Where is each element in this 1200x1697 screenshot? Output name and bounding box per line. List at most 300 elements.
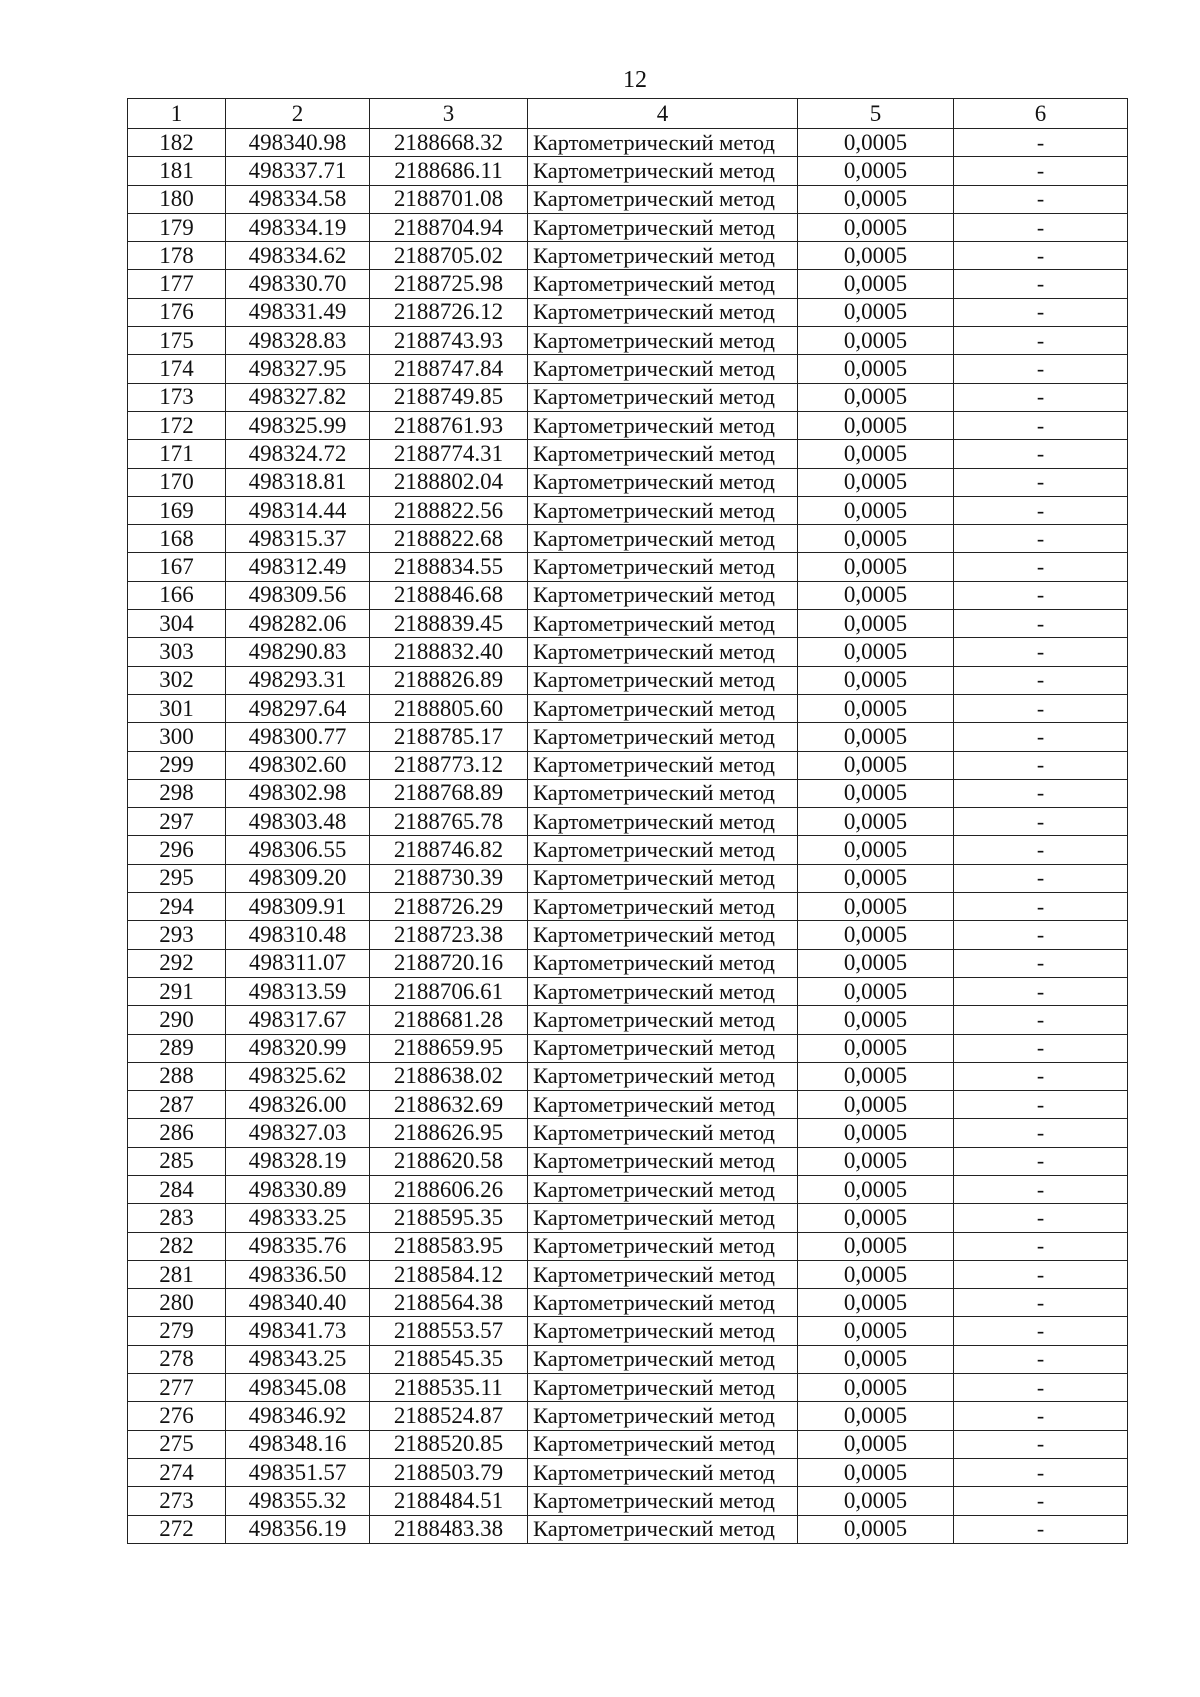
method-cell: Картометрический метод bbox=[528, 1345, 798, 1373]
table-row bbox=[128, 496, 1128, 524]
note-cell: - bbox=[954, 1232, 1128, 1260]
table-row bbox=[128, 355, 1128, 383]
x-coordinate-cell: 498327.82 bbox=[226, 383, 370, 411]
method-cell: Картометрический метод bbox=[528, 553, 798, 581]
table-row bbox=[128, 1147, 1128, 1175]
note-cell: - bbox=[954, 411, 1128, 439]
method-cell: Картометрический метод bbox=[528, 808, 798, 836]
method-cell: Картометрический метод bbox=[528, 1204, 798, 1232]
x-coordinate-cell: 498297.64 bbox=[226, 694, 370, 722]
precision-cell: 0,0005 bbox=[798, 610, 954, 638]
precision-cell: 0,0005 bbox=[798, 411, 954, 439]
note-cell: - bbox=[954, 298, 1128, 326]
table-row bbox=[128, 411, 1128, 439]
y-coordinate-cell: 2188632.69 bbox=[370, 1091, 528, 1119]
note-cell: - bbox=[954, 893, 1128, 921]
point-number-cell: 291 bbox=[128, 977, 226, 1005]
point-number-cell: 169 bbox=[128, 496, 226, 524]
table-row bbox=[128, 129, 1128, 157]
table-row bbox=[128, 610, 1128, 638]
method-cell: Картометрический метод bbox=[528, 1487, 798, 1515]
precision-cell: 0,0005 bbox=[798, 1006, 954, 1034]
table-row bbox=[128, 1317, 1128, 1345]
y-coordinate-cell: 2188846.68 bbox=[370, 581, 528, 609]
y-coordinate-cell: 2188773.12 bbox=[370, 751, 528, 779]
precision-cell: 0,0005 bbox=[798, 779, 954, 807]
note-cell: - bbox=[954, 723, 1128, 751]
point-number-cell: 172 bbox=[128, 411, 226, 439]
method-cell: Картометрический метод bbox=[528, 327, 798, 355]
note-cell: - bbox=[954, 1147, 1128, 1175]
x-coordinate-cell: 498315.37 bbox=[226, 525, 370, 553]
method-cell: Картометрический метод bbox=[528, 921, 798, 949]
table-row bbox=[128, 581, 1128, 609]
table-row bbox=[128, 1458, 1128, 1486]
point-number-cell: 170 bbox=[128, 468, 226, 496]
note-cell: - bbox=[954, 525, 1128, 553]
note-cell: - bbox=[954, 383, 1128, 411]
method-cell: Картометрический метод bbox=[528, 1119, 798, 1147]
y-coordinate-cell: 2188774.31 bbox=[370, 440, 528, 468]
method-cell: Картометрический метод bbox=[528, 411, 798, 439]
method-cell: Картометрический метод bbox=[528, 1289, 798, 1317]
note-cell: - bbox=[954, 1317, 1128, 1345]
method-cell: Картометрический метод bbox=[528, 525, 798, 553]
point-number-cell: 279 bbox=[128, 1317, 226, 1345]
y-coordinate-cell: 2188503.79 bbox=[370, 1458, 528, 1486]
y-coordinate-cell: 2188620.58 bbox=[370, 1147, 528, 1175]
table-row bbox=[128, 921, 1128, 949]
x-coordinate-cell: 498331.49 bbox=[226, 298, 370, 326]
point-number-cell: 166 bbox=[128, 581, 226, 609]
x-coordinate-cell: 498325.99 bbox=[226, 411, 370, 439]
point-number-cell: 301 bbox=[128, 694, 226, 722]
y-coordinate-cell: 2188726.12 bbox=[370, 298, 528, 326]
x-coordinate-cell: 498302.60 bbox=[226, 751, 370, 779]
note-cell: - bbox=[954, 581, 1128, 609]
method-cell: Картометрический метод bbox=[528, 157, 798, 185]
method-cell: Картометрический метод bbox=[528, 1430, 798, 1458]
method-cell: Картометрический метод bbox=[528, 1317, 798, 1345]
precision-cell: 0,0005 bbox=[798, 1175, 954, 1203]
y-coordinate-cell: 2188681.28 bbox=[370, 1006, 528, 1034]
note-cell: - bbox=[954, 921, 1128, 949]
x-coordinate-cell: 498340.98 bbox=[226, 129, 370, 157]
x-coordinate-cell: 498330.70 bbox=[226, 270, 370, 298]
x-coordinate-cell: 498340.40 bbox=[226, 1289, 370, 1317]
point-number-cell: 181 bbox=[128, 157, 226, 185]
table-row bbox=[128, 1062, 1128, 1090]
method-cell: Картометрический метод bbox=[528, 779, 798, 807]
x-coordinate-cell: 498335.76 bbox=[226, 1232, 370, 1260]
precision-cell: 0,0005 bbox=[798, 185, 954, 213]
method-cell: Картометрический метод bbox=[528, 1515, 798, 1543]
y-coordinate-cell: 2188768.89 bbox=[370, 779, 528, 807]
method-cell: Картометрический метод bbox=[528, 610, 798, 638]
point-number-cell: 173 bbox=[128, 383, 226, 411]
table-row bbox=[128, 553, 1128, 581]
method-cell: Картометрический метод bbox=[528, 893, 798, 921]
y-coordinate-cell: 2188749.85 bbox=[370, 383, 528, 411]
table-row bbox=[128, 440, 1128, 468]
note-cell: - bbox=[954, 355, 1128, 383]
precision-cell: 0,0005 bbox=[798, 1458, 954, 1486]
note-cell: - bbox=[954, 327, 1128, 355]
precision-cell: 0,0005 bbox=[798, 298, 954, 326]
point-number-cell: 277 bbox=[128, 1374, 226, 1402]
method-cell: Картометрический метод bbox=[528, 355, 798, 383]
point-number-cell: 177 bbox=[128, 270, 226, 298]
point-number-cell: 167 bbox=[128, 553, 226, 581]
note-cell: - bbox=[954, 185, 1128, 213]
y-coordinate-cell: 2188802.04 bbox=[370, 468, 528, 496]
y-coordinate-cell: 2188725.98 bbox=[370, 270, 528, 298]
x-coordinate-cell: 498334.62 bbox=[226, 242, 370, 270]
precision-cell: 0,0005 bbox=[798, 383, 954, 411]
point-number-cell: 298 bbox=[128, 779, 226, 807]
x-coordinate-cell: 498310.48 bbox=[226, 921, 370, 949]
note-cell: - bbox=[954, 1515, 1128, 1543]
precision-cell: 0,0005 bbox=[798, 1374, 954, 1402]
x-coordinate-cell: 498327.95 bbox=[226, 355, 370, 383]
precision-cell: 0,0005 bbox=[798, 270, 954, 298]
x-coordinate-cell: 498309.20 bbox=[226, 864, 370, 892]
precision-cell: 0,0005 bbox=[798, 1515, 954, 1543]
table-row bbox=[128, 949, 1128, 977]
y-coordinate-cell: 2188704.94 bbox=[370, 213, 528, 241]
table-row bbox=[128, 185, 1128, 213]
table-row bbox=[128, 808, 1128, 836]
method-cell: Картометрический метод bbox=[528, 383, 798, 411]
x-coordinate-cell: 498318.81 bbox=[226, 468, 370, 496]
method-cell: Картометрический метод bbox=[528, 977, 798, 1005]
note-cell: - bbox=[954, 1006, 1128, 1034]
precision-cell: 0,0005 bbox=[798, 355, 954, 383]
table-row bbox=[128, 1175, 1128, 1203]
method-cell: Картометрический метод bbox=[528, 440, 798, 468]
method-cell: Картометрический метод bbox=[528, 1175, 798, 1203]
precision-cell: 0,0005 bbox=[798, 440, 954, 468]
method-cell: Картометрический метод bbox=[528, 1091, 798, 1119]
precision-cell: 0,0005 bbox=[798, 525, 954, 553]
column-header-1: 1 bbox=[128, 99, 226, 129]
point-number-cell: 276 bbox=[128, 1402, 226, 1430]
point-number-cell: 285 bbox=[128, 1147, 226, 1175]
x-coordinate-cell: 498327.03 bbox=[226, 1119, 370, 1147]
table-row bbox=[128, 1006, 1128, 1034]
x-coordinate-cell: 498309.91 bbox=[226, 893, 370, 921]
y-coordinate-cell: 2188483.38 bbox=[370, 1515, 528, 1543]
note-cell: - bbox=[954, 496, 1128, 524]
table-row bbox=[128, 836, 1128, 864]
method-cell: Картометрический метод bbox=[528, 1260, 798, 1288]
precision-cell: 0,0005 bbox=[798, 666, 954, 694]
y-coordinate-cell: 2188545.35 bbox=[370, 1345, 528, 1373]
method-cell: Картометрический метод bbox=[528, 270, 798, 298]
note-cell: - bbox=[954, 157, 1128, 185]
header-row bbox=[128, 99, 1128, 129]
y-coordinate-cell: 2188524.87 bbox=[370, 1402, 528, 1430]
precision-cell: 0,0005 bbox=[798, 1402, 954, 1430]
table-row bbox=[128, 468, 1128, 496]
method-cell: Картометрический метод bbox=[528, 666, 798, 694]
table-row bbox=[128, 298, 1128, 326]
precision-cell: 0,0005 bbox=[798, 327, 954, 355]
method-cell: Картометрический метод bbox=[528, 638, 798, 666]
point-number-cell: 288 bbox=[128, 1062, 226, 1090]
y-coordinate-cell: 2188723.38 bbox=[370, 921, 528, 949]
note-cell: - bbox=[954, 694, 1128, 722]
method-cell: Картометрический метод bbox=[528, 185, 798, 213]
page-number: 12 bbox=[623, 67, 647, 93]
x-coordinate-cell: 498345.08 bbox=[226, 1374, 370, 1402]
precision-cell: 0,0005 bbox=[798, 1147, 954, 1175]
table-row bbox=[128, 1345, 1128, 1373]
table-row bbox=[128, 242, 1128, 270]
coordinates-table bbox=[127, 98, 1128, 1544]
precision-cell: 0,0005 bbox=[798, 1204, 954, 1232]
method-cell: Картометрический метод bbox=[528, 949, 798, 977]
y-coordinate-cell: 2188726.29 bbox=[370, 893, 528, 921]
note-cell: - bbox=[954, 129, 1128, 157]
method-cell: Картометрический метод bbox=[528, 694, 798, 722]
precision-cell: 0,0005 bbox=[798, 694, 954, 722]
y-coordinate-cell: 2188730.39 bbox=[370, 864, 528, 892]
y-coordinate-cell: 2188705.02 bbox=[370, 242, 528, 270]
point-number-cell: 303 bbox=[128, 638, 226, 666]
precision-cell: 0,0005 bbox=[798, 553, 954, 581]
precision-cell: 0,0005 bbox=[798, 1430, 954, 1458]
y-coordinate-cell: 2188765.78 bbox=[370, 808, 528, 836]
table-row bbox=[128, 666, 1128, 694]
point-number-cell: 273 bbox=[128, 1487, 226, 1515]
table-body bbox=[128, 129, 1128, 1544]
note-cell: - bbox=[954, 977, 1128, 1005]
y-coordinate-cell: 2188720.16 bbox=[370, 949, 528, 977]
x-coordinate-cell: 498325.62 bbox=[226, 1062, 370, 1090]
precision-cell: 0,0005 bbox=[798, 1091, 954, 1119]
table-row bbox=[128, 1119, 1128, 1147]
x-coordinate-cell: 498290.83 bbox=[226, 638, 370, 666]
table-row bbox=[128, 779, 1128, 807]
x-coordinate-cell: 498326.00 bbox=[226, 1091, 370, 1119]
point-number-cell: 176 bbox=[128, 298, 226, 326]
y-coordinate-cell: 2188785.17 bbox=[370, 723, 528, 751]
table-row bbox=[128, 638, 1128, 666]
precision-cell: 0,0005 bbox=[798, 864, 954, 892]
table-row bbox=[128, 1034, 1128, 1062]
y-coordinate-cell: 2188822.68 bbox=[370, 525, 528, 553]
x-coordinate-cell: 498355.32 bbox=[226, 1487, 370, 1515]
method-cell: Картометрический метод bbox=[528, 581, 798, 609]
precision-cell: 0,0005 bbox=[798, 921, 954, 949]
precision-cell: 0,0005 bbox=[798, 836, 954, 864]
y-coordinate-cell: 2188668.32 bbox=[370, 129, 528, 157]
method-cell: Картометрический метод bbox=[528, 1062, 798, 1090]
y-coordinate-cell: 2188746.82 bbox=[370, 836, 528, 864]
method-cell: Картометрический метод bbox=[528, 496, 798, 524]
y-coordinate-cell: 2188832.40 bbox=[370, 638, 528, 666]
point-number-cell: 283 bbox=[128, 1204, 226, 1232]
precision-cell: 0,0005 bbox=[798, 1345, 954, 1373]
x-coordinate-cell: 498337.71 bbox=[226, 157, 370, 185]
table-row bbox=[128, 694, 1128, 722]
x-coordinate-cell: 498330.89 bbox=[226, 1175, 370, 1203]
precision-cell: 0,0005 bbox=[798, 213, 954, 241]
point-number-cell: 286 bbox=[128, 1119, 226, 1147]
note-cell: - bbox=[954, 1374, 1128, 1402]
note-cell: - bbox=[954, 638, 1128, 666]
precision-cell: 0,0005 bbox=[798, 1260, 954, 1288]
precision-cell: 0,0005 bbox=[798, 496, 954, 524]
note-cell: - bbox=[954, 553, 1128, 581]
x-coordinate-cell: 498314.44 bbox=[226, 496, 370, 524]
x-coordinate-cell: 498341.73 bbox=[226, 1317, 370, 1345]
note-cell: - bbox=[954, 779, 1128, 807]
point-number-cell: 275 bbox=[128, 1430, 226, 1458]
point-number-cell: 299 bbox=[128, 751, 226, 779]
note-cell: - bbox=[954, 610, 1128, 638]
x-coordinate-cell: 498311.07 bbox=[226, 949, 370, 977]
y-coordinate-cell: 2188606.26 bbox=[370, 1175, 528, 1203]
table-row bbox=[128, 1289, 1128, 1317]
precision-cell: 0,0005 bbox=[798, 1062, 954, 1090]
method-cell: Картометрический метод bbox=[528, 298, 798, 326]
note-cell: - bbox=[954, 751, 1128, 779]
precision-cell: 0,0005 bbox=[798, 1034, 954, 1062]
point-number-cell: 304 bbox=[128, 610, 226, 638]
precision-cell: 0,0005 bbox=[798, 242, 954, 270]
point-number-cell: 284 bbox=[128, 1175, 226, 1203]
y-coordinate-cell: 2188484.51 bbox=[370, 1487, 528, 1515]
point-number-cell: 179 bbox=[128, 213, 226, 241]
x-coordinate-cell: 498282.06 bbox=[226, 610, 370, 638]
note-cell: - bbox=[954, 242, 1128, 270]
precision-cell: 0,0005 bbox=[798, 1119, 954, 1147]
point-number-cell: 171 bbox=[128, 440, 226, 468]
table-row bbox=[128, 1402, 1128, 1430]
note-cell: - bbox=[954, 1430, 1128, 1458]
point-number-cell: 178 bbox=[128, 242, 226, 270]
table-header bbox=[128, 99, 1128, 129]
method-cell: Картометрический метод bbox=[528, 468, 798, 496]
x-coordinate-cell: 498317.67 bbox=[226, 1006, 370, 1034]
x-coordinate-cell: 498334.19 bbox=[226, 213, 370, 241]
precision-cell: 0,0005 bbox=[798, 129, 954, 157]
precision-cell: 0,0005 bbox=[798, 581, 954, 609]
table-row bbox=[128, 1204, 1128, 1232]
point-number-cell: 294 bbox=[128, 893, 226, 921]
x-coordinate-cell: 498356.19 bbox=[226, 1515, 370, 1543]
y-coordinate-cell: 2188743.93 bbox=[370, 327, 528, 355]
point-number-cell: 281 bbox=[128, 1260, 226, 1288]
y-coordinate-cell: 2188826.89 bbox=[370, 666, 528, 694]
precision-cell: 0,0005 bbox=[798, 638, 954, 666]
precision-cell: 0,0005 bbox=[798, 157, 954, 185]
note-cell: - bbox=[954, 949, 1128, 977]
table-row bbox=[128, 383, 1128, 411]
precision-cell: 0,0005 bbox=[798, 808, 954, 836]
x-coordinate-cell: 498333.25 bbox=[226, 1204, 370, 1232]
table-row bbox=[128, 1091, 1128, 1119]
method-cell: Картометрический метод bbox=[528, 751, 798, 779]
precision-cell: 0,0005 bbox=[798, 893, 954, 921]
table-row bbox=[128, 270, 1128, 298]
point-number-cell: 274 bbox=[128, 1458, 226, 1486]
point-number-cell: 282 bbox=[128, 1232, 226, 1260]
method-cell: Картометрический метод bbox=[528, 1458, 798, 1486]
y-coordinate-cell: 2188834.55 bbox=[370, 553, 528, 581]
y-coordinate-cell: 2188822.56 bbox=[370, 496, 528, 524]
point-number-cell: 292 bbox=[128, 949, 226, 977]
note-cell: - bbox=[954, 1402, 1128, 1430]
note-cell: - bbox=[954, 213, 1128, 241]
column-header-5: 5 bbox=[798, 99, 954, 129]
column-header-4: 4 bbox=[528, 99, 798, 129]
note-cell: - bbox=[954, 666, 1128, 694]
point-number-cell: 168 bbox=[128, 525, 226, 553]
method-cell: Картометрический метод bbox=[528, 1402, 798, 1430]
note-cell: - bbox=[954, 1175, 1128, 1203]
table-row bbox=[128, 327, 1128, 355]
table-row bbox=[128, 157, 1128, 185]
point-number-cell: 280 bbox=[128, 1289, 226, 1317]
note-cell: - bbox=[954, 468, 1128, 496]
precision-cell: 0,0005 bbox=[798, 977, 954, 1005]
y-coordinate-cell: 2188595.35 bbox=[370, 1204, 528, 1232]
precision-cell: 0,0005 bbox=[798, 1487, 954, 1515]
method-cell: Картометрический метод bbox=[528, 864, 798, 892]
y-coordinate-cell: 2188638.02 bbox=[370, 1062, 528, 1090]
precision-cell: 0,0005 bbox=[798, 1232, 954, 1260]
y-coordinate-cell: 2188564.38 bbox=[370, 1289, 528, 1317]
table-row bbox=[128, 723, 1128, 751]
y-coordinate-cell: 2188747.84 bbox=[370, 355, 528, 383]
method-cell: Картометрический метод bbox=[528, 1147, 798, 1175]
note-cell: - bbox=[954, 1345, 1128, 1373]
note-cell: - bbox=[954, 1119, 1128, 1147]
point-number-cell: 293 bbox=[128, 921, 226, 949]
note-cell: - bbox=[954, 1487, 1128, 1515]
table-row bbox=[128, 1260, 1128, 1288]
y-coordinate-cell: 2188701.08 bbox=[370, 185, 528, 213]
table-row bbox=[128, 864, 1128, 892]
note-cell: - bbox=[954, 808, 1128, 836]
x-coordinate-cell: 498309.56 bbox=[226, 581, 370, 609]
method-cell: Картометрический метод bbox=[528, 1374, 798, 1402]
y-coordinate-cell: 2188805.60 bbox=[370, 694, 528, 722]
note-cell: - bbox=[954, 1289, 1128, 1317]
point-number-cell: 182 bbox=[128, 129, 226, 157]
x-coordinate-cell: 498306.55 bbox=[226, 836, 370, 864]
x-coordinate-cell: 498348.16 bbox=[226, 1430, 370, 1458]
table-row bbox=[128, 1430, 1128, 1458]
note-cell: - bbox=[954, 440, 1128, 468]
x-coordinate-cell: 498328.83 bbox=[226, 327, 370, 355]
precision-cell: 0,0005 bbox=[798, 1317, 954, 1345]
point-number-cell: 300 bbox=[128, 723, 226, 751]
y-coordinate-cell: 2188626.95 bbox=[370, 1119, 528, 1147]
x-coordinate-cell: 498328.19 bbox=[226, 1147, 370, 1175]
method-cell: Картометрический метод bbox=[528, 836, 798, 864]
point-number-cell: 180 bbox=[128, 185, 226, 213]
y-coordinate-cell: 2188686.11 bbox=[370, 157, 528, 185]
precision-cell: 0,0005 bbox=[798, 751, 954, 779]
y-coordinate-cell: 2188553.57 bbox=[370, 1317, 528, 1345]
x-coordinate-cell: 498293.31 bbox=[226, 666, 370, 694]
method-cell: Картометрический метод bbox=[528, 129, 798, 157]
method-cell: Картометрический метод bbox=[528, 1006, 798, 1034]
